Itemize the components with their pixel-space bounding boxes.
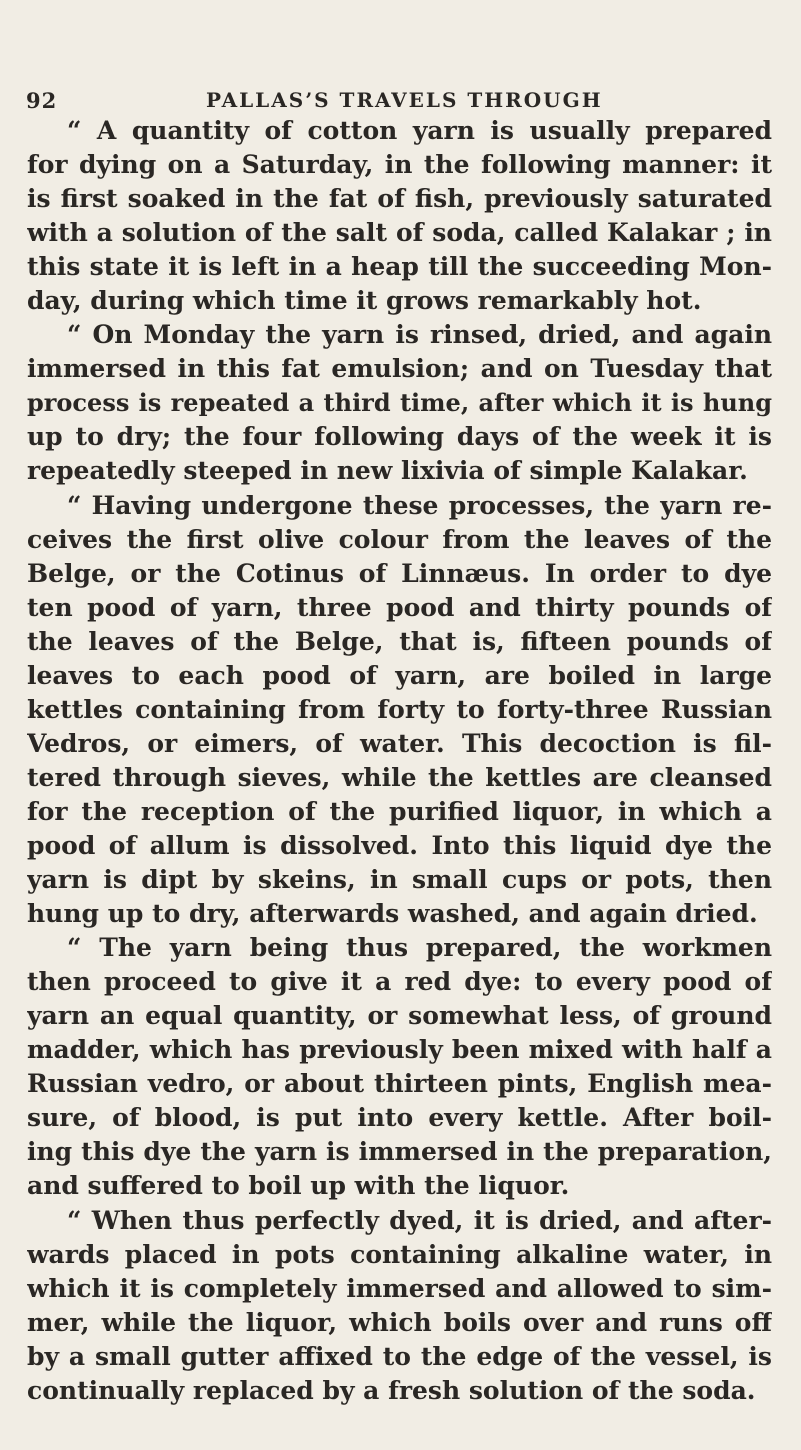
text-line: for the reception of the purified liquor, in which a <box>27 796 772 826</box>
text-line: by a small gutter affixed to the edge of the vessel, is <box>27 1341 772 1371</box>
text-line: and suffered to boil up with the liquor. <box>27 1171 570 1201</box>
text-line: leaves to each pood of yarn, are boiled in large <box>27 660 772 690</box>
text-line: which it is completely immersed and allowed to sim- <box>27 1273 772 1303</box>
text-line: “ On Monday the yarn is rinsed, dried, and again <box>67 320 772 350</box>
text-line: day, during which time it grows remarkably hot. <box>27 286 702 316</box>
text-line: sure, of blood, is put into every kettle. After boil- <box>27 1103 772 1133</box>
text-line: ceives the first olive colour from the leaves of the <box>27 524 772 554</box>
text-line: “ Having undergone these processes, the yarn re- <box>67 490 772 520</box>
text-line: Russian vedro, or about thirteen pints, English mea- <box>27 1069 772 1099</box>
running-title: PALLAS’S TRAVELS THROUGH <box>206 88 603 112</box>
text-line: Belge, or the Cotinus of Linnæus. In order to dye <box>27 558 772 588</box>
text-line: the leaves of the Belge, that is, fifteen pounds of <box>27 626 772 656</box>
text-line: pood of allum is dissolved. Into this liquid dye the <box>27 830 772 860</box>
page-number: 92 <box>26 88 58 113</box>
text-line: “ When thus perfectly dyed, it is dried, and after- <box>67 1205 772 1235</box>
text-line: mer, while the liquor, which boils over and runs off <box>27 1307 772 1337</box>
text-line: “ A quantity of cotton yarn is usually prepared <box>67 116 772 145</box>
text-line: this state it is left in a heap till the succeeding Mon- <box>27 252 772 282</box>
text-line: Vedros, or eimers, of water. This decoction is fil- <box>27 728 772 758</box>
text-line: wards placed in pots containing alkaline water, in <box>27 1239 772 1269</box>
text-line: then proceed to give it a red dye: to every pood of <box>27 967 772 997</box>
body-text <box>27 114 772 1408</box>
text-line: tered through sieves, while the kettles are cleansed <box>27 762 772 792</box>
text-line: process is repeated a third time, after which it is hung <box>27 388 772 418</box>
text-line: “ The yarn being thus prepared, the workmen <box>67 933 772 963</box>
text-line: ing this dye the yarn is immersed in the preparation, <box>27 1137 772 1167</box>
text-line: for dying on a Saturday, in the following manner: it <box>27 150 772 180</box>
text-line: ten pood of yarn, three pood and thirty pounds of <box>27 592 772 622</box>
text-line: kettles containing from forty to forty-three Russian <box>27 694 772 724</box>
text-line: continually replaced by a fresh solution of the soda. <box>27 1375 756 1405</box>
text-line: yarn an equal quantity, or somewhat less, of ground <box>27 1001 772 1031</box>
text-line: repeatedly steeped in new lixivia of simple Kalakar. <box>27 456 748 486</box>
text-line: is first soaked in the fat of fish, previously saturated <box>27 184 772 214</box>
running-head <box>26 88 766 114</box>
text-line: madder, which has previously been mixed with half a <box>27 1035 772 1065</box>
text-line: immersed in this fat emulsion; and on Tuesday that <box>27 354 772 384</box>
text-line: with a solution of the salt of soda, called Kalakar ; in <box>27 218 772 248</box>
text-line: yarn is dipt by skeins, in small cups or pots, then <box>27 865 772 895</box>
text-line: hung up to dry, afterwards washed, and again dried. <box>27 899 758 929</box>
text-line: up to dry; the four following days of the week it is <box>27 422 772 452</box>
